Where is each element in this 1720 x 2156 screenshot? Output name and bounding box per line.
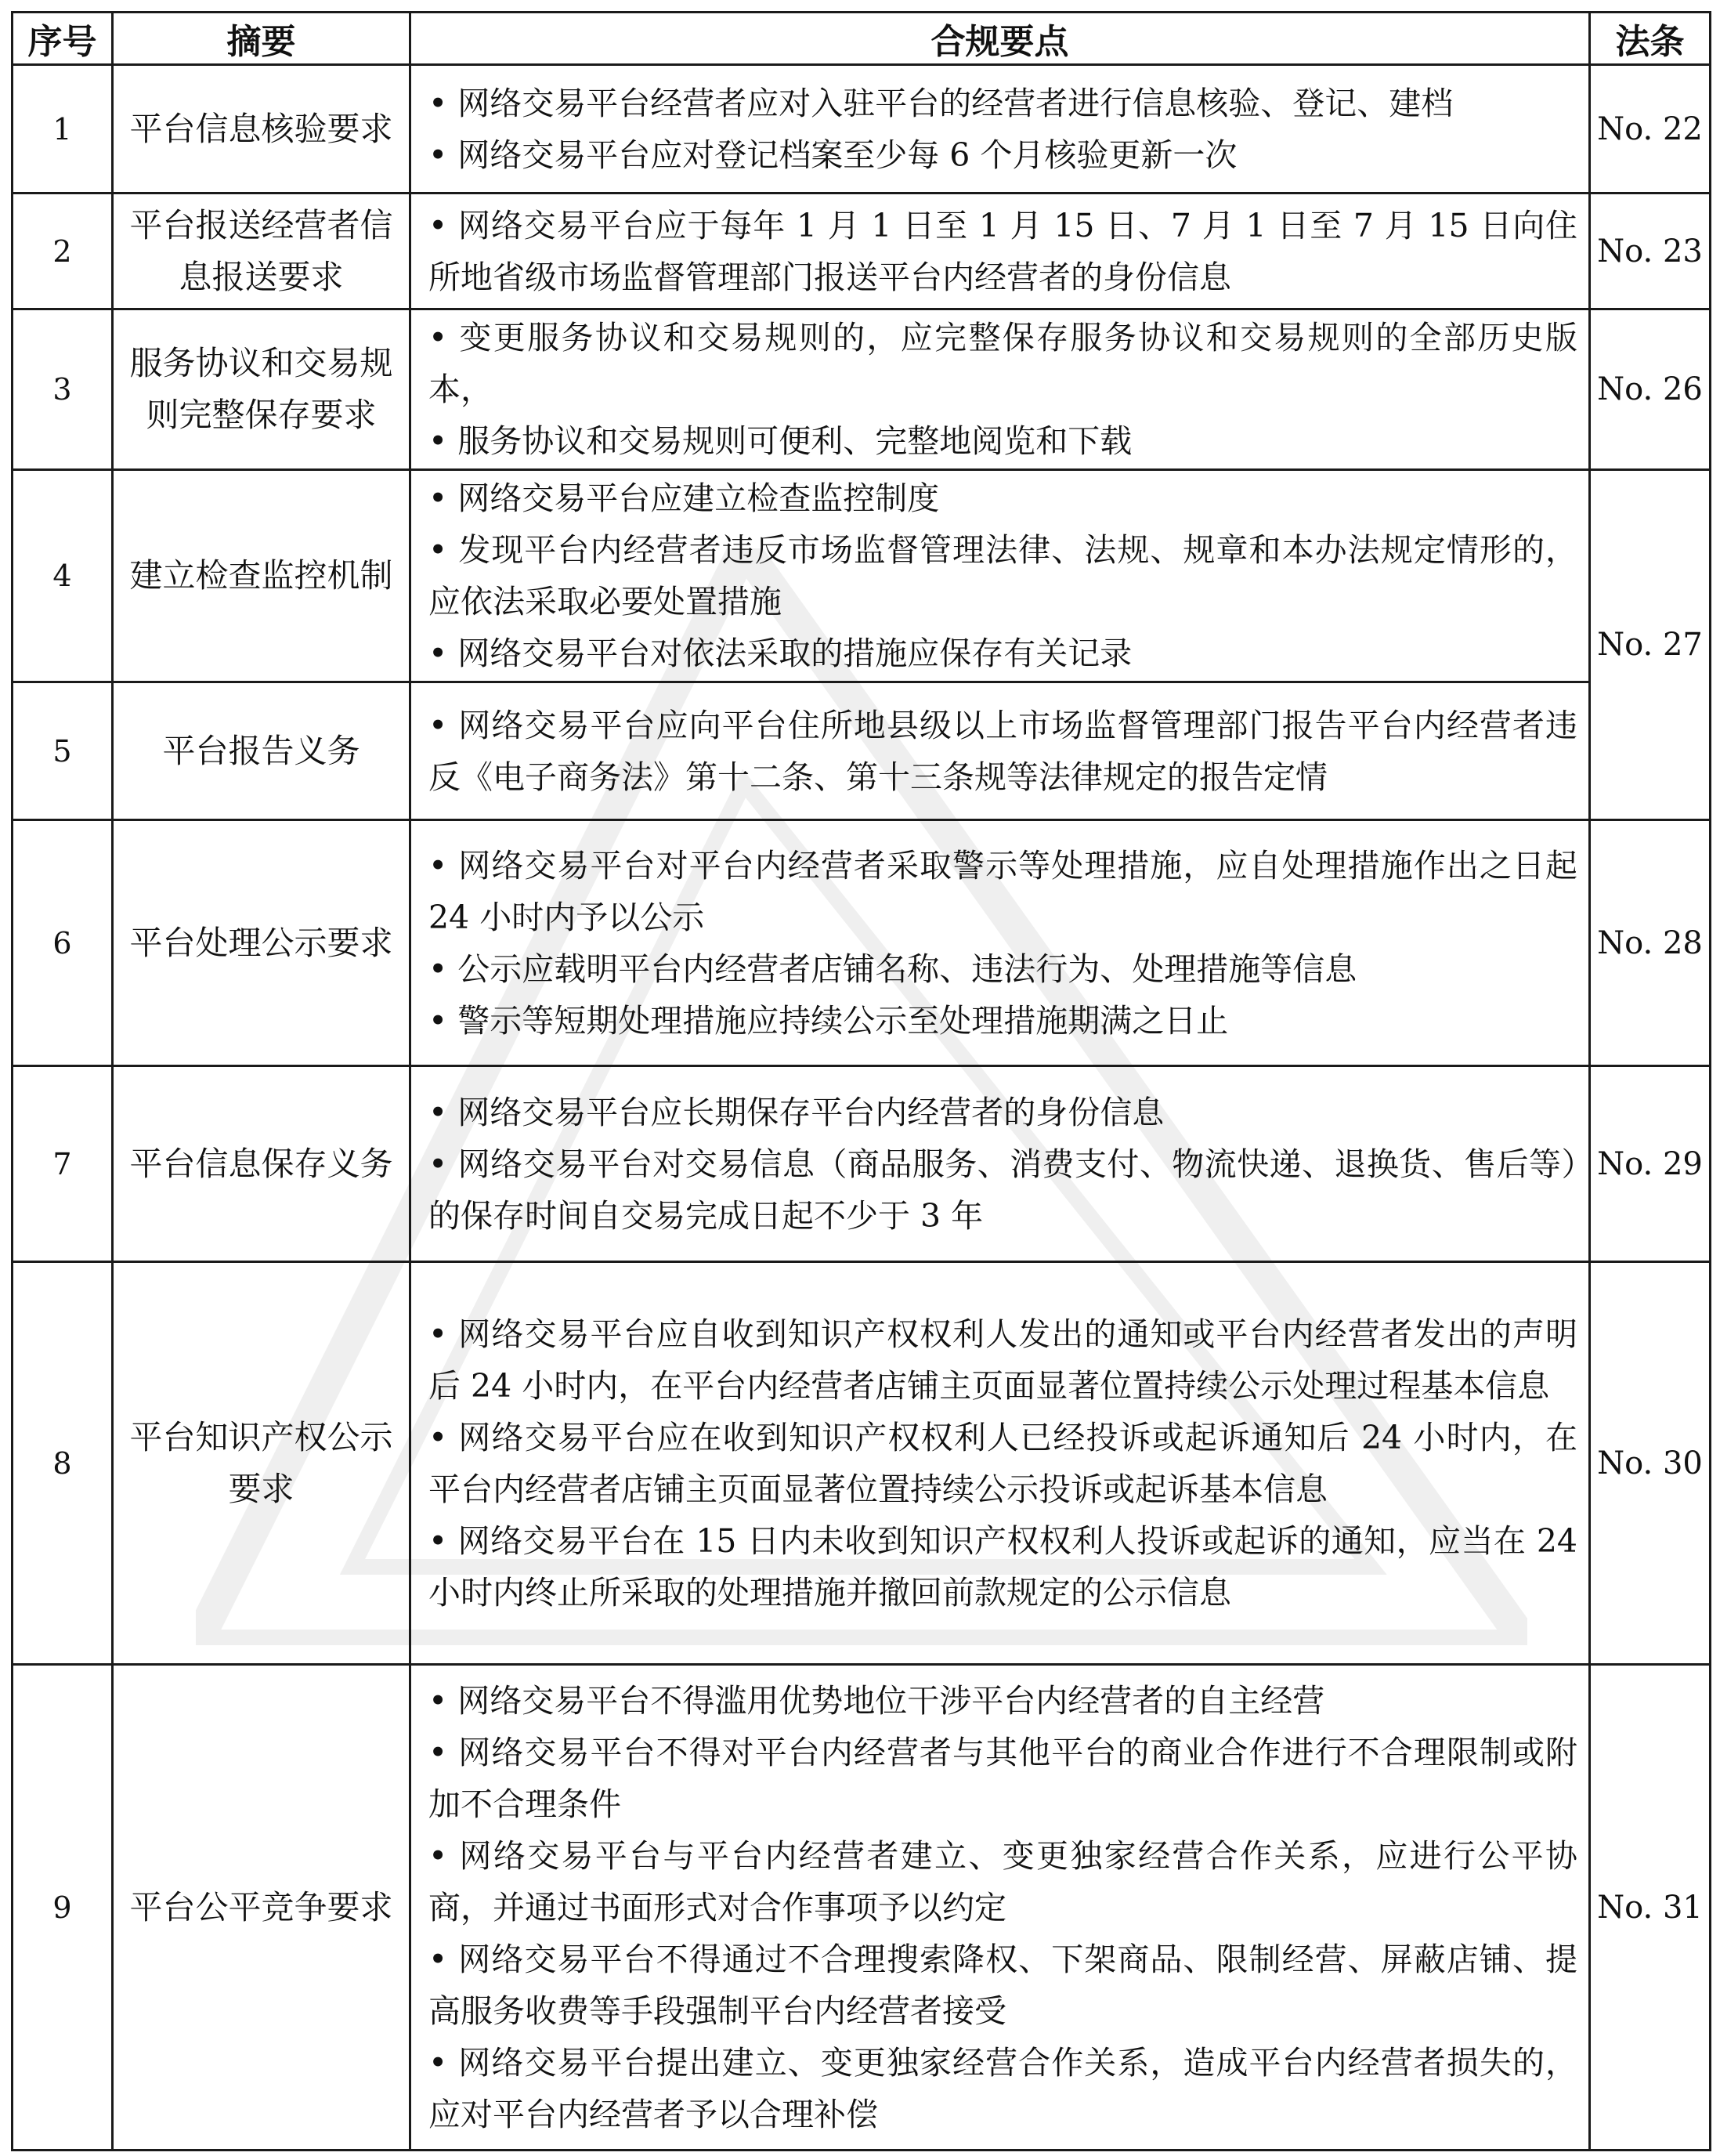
compliance-point: • 网络交易平台应对登记档案至少每 6 个月核验更新一次: [428, 136, 1238, 174]
compliance-point: • 变更服务协议和交易规则的，应完整保存服务协议和交易规则的全部历史版本，: [428, 319, 1577, 408]
header-law-article: 法条: [1590, 13, 1711, 65]
row-index: 4: [13, 470, 113, 682]
table-row: [13, 1262, 1711, 1665]
table-header-row: [13, 13, 1711, 65]
row-law-article: No. 31: [1590, 1665, 1711, 2151]
table-row: [13, 470, 1711, 682]
row-points: [410, 470, 1590, 682]
compliance-point: • 网络交易平台应建立检查监控制度: [428, 479, 940, 517]
row-index: 6: [13, 820, 113, 1066]
compliance-point: • 网络交易平台与平台内经营者建立、变更独家经营合作关系，应进行公平协商，并通过书面形式对合作事项予以约定: [428, 1836, 1577, 1926]
row-index: 8: [13, 1262, 113, 1665]
row-summary: 服务协议和交易规则完整保存要求: [113, 309, 410, 470]
row-law-article: No. 27: [1590, 470, 1711, 820]
row-points: [410, 1262, 1590, 1665]
row-law-article: No. 28: [1590, 820, 1711, 1066]
row-index: 2: [13, 194, 113, 309]
row-index: 7: [13, 1066, 113, 1262]
row-summary: 平台报告义务: [113, 682, 410, 820]
row-summary: 平台信息核验要求: [113, 65, 410, 194]
compliance-point: • 网络交易平台不得通过不合理搜索降权、下架商品、限制经营、屏蔽店铺、提高服务收费等手段强制平台内经营者接受: [428, 1940, 1577, 2030]
compliance-point: • 网络交易平台提出建立、变更独家经营合作关系，造成平台内经营者损失的，应对平台内经营者予以合理补偿: [428, 2043, 1577, 2133]
row-law-article: No. 26: [1590, 309, 1711, 470]
compliance-point: • 网络交易平台对交易信息（商品服务、消费支付、物流快递、退换货、售后等）的保存时间自交易完成日起不少于 3 年: [428, 1145, 1577, 1235]
table-row: [13, 1665, 1711, 2151]
compliance-point: • 网络交易平台应向平台住所地县级以上市场监督管理部门报告平台内经营者违反《电子商务法》第十二条、第十三条规等法律规定的报告定情: [428, 706, 1577, 796]
row-summary: 建立检查监控机制: [113, 470, 410, 682]
compliance-point: • 公示应载明平台内经营者店铺名称、违法行为、处理措施等信息: [428, 950, 1357, 988]
compliance-point: • 网络交易平台应在收到知识产权权利人已经投诉或起诉通知后 24 小时内，在平台内经营者店铺主页面显著位置持续公示投诉或起诉基本信息: [428, 1418, 1577, 1508]
row-summary: 平台报送经营者信息报送要求: [113, 194, 410, 309]
row-points: [410, 194, 1590, 309]
table-row: [13, 1066, 1711, 1262]
header-index: 序号: [13, 13, 113, 65]
row-index: 1: [13, 65, 113, 194]
compliance-point: • 网络交易平台应自收到知识产权权利人发出的通知或平台内经营者发出的声明后 24 小时内，在平台内经营者店铺主页面显著位置持续公示处理过程基本信息: [428, 1315, 1577, 1405]
row-points: [410, 309, 1590, 470]
compliance-point: • 发现平台内经营者违反市场监督管理法律、法规、规章和本办法规定情形的，应依法采取必要处置措施: [428, 531, 1577, 620]
row-law-article: No. 22: [1590, 65, 1711, 194]
row-law-article: No. 23: [1590, 194, 1711, 309]
row-index: 9: [13, 1665, 113, 2151]
row-points: [410, 682, 1590, 820]
row-points: [410, 1066, 1590, 1262]
table-row: [13, 820, 1711, 1066]
row-summary: 平台公平竞争要求: [113, 1665, 410, 2151]
compliance-point: • 网络交易平台应长期保存平台内经营者的身份信息: [428, 1093, 1165, 1131]
compliance-point: • 网络交易平台对平台内经营者采取警示等处理措施，应自处理措施作出之日起 24 小时内予以公示: [428, 846, 1577, 936]
row-index: 3: [13, 309, 113, 470]
row-summary: 平台处理公示要求: [113, 820, 410, 1066]
compliance-point: • 网络交易平台不得滥用优势地位干涉平台内经营者的自主经营: [428, 1681, 1325, 1720]
table-row: [13, 194, 1711, 309]
row-points: [410, 65, 1590, 194]
row-law-article: No. 30: [1590, 1262, 1711, 1665]
compliance-point: • 网络交易平台在 15 日内未收到知识产权权利人投诉或起诉的通知，应当在 24 小时内终止所采取的处理措施并撤回前款规定的公示信息: [428, 1521, 1577, 1612]
compliance-table: [11, 11, 1711, 2151]
table-row: [13, 682, 1711, 820]
row-points: [410, 820, 1590, 1066]
row-summary: 平台信息保存义务: [113, 1066, 410, 1262]
compliance-point: • 网络交易平台经营者应对入驻平台的经营者进行信息核验、登记、建档: [428, 84, 1454, 122]
row-summary: 平台知识产权公示要求: [113, 1262, 410, 1665]
compliance-point: • 警示等短期处理措施应持续公示至处理措施期满之日止: [428, 1001, 1229, 1040]
compliance-point: • 服务协议和交易规则可便利、完整地阅览和下载: [428, 422, 1133, 460]
row-law-article: No. 29: [1590, 1066, 1711, 1262]
table-row: [13, 65, 1711, 194]
compliance-point: • 网络交易平台对依法采取的措施应保存有关记录: [428, 635, 1133, 672]
row-index: 5: [13, 682, 113, 820]
row-points: [410, 1665, 1590, 2151]
compliance-point: • 网络交易平台应于每年 1 月 1 日至 1 月 15 日、7 月 1 日至 7 月 15 日向住所地省级市场监督管理部门报送平台内经营者的身份信息: [428, 206, 1577, 296]
header-compliance-points: 合规要点: [410, 13, 1590, 65]
table-row: [13, 309, 1711, 470]
header-summary: 摘要: [113, 13, 410, 65]
compliance-point: • 网络交易平台不得对平台内经营者与其他平台的商业合作进行不合理限制或附加不合理条件: [428, 1733, 1577, 1823]
